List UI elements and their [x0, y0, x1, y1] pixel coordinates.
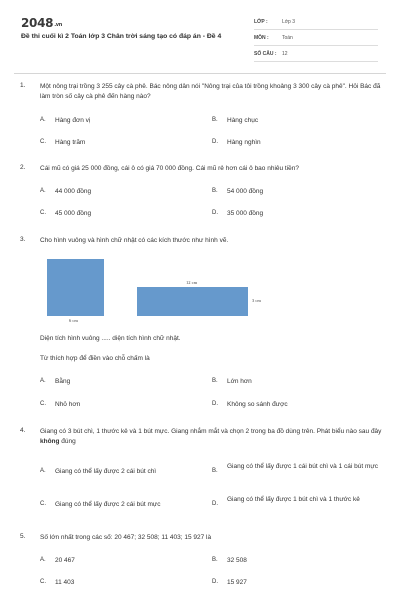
option-c[interactable]: C. Giang có thể lấy được 2 cái bút mực — [40, 501, 161, 508]
option-c[interactable]: C. 45 000 đồng — [40, 210, 92, 217]
meta-panel — [254, 16, 378, 64]
question-3-continued — [20, 334, 380, 414]
question-4 — [20, 427, 380, 527]
option-d[interactable]: D. Giang có thể lấy được 1 bút chì và 1 thước kẻ — [212, 496, 360, 507]
meta-question-count: SỐ CÂU : 12 — [254, 48, 378, 62]
question-number: 1. — [20, 82, 26, 89]
option-c[interactable]: C. Hàng trăm — [40, 139, 86, 146]
option-b[interactable]: B. Hàng chục — [212, 117, 259, 124]
document-title: Đề thi cuối kì 2 Toán lớp 3 Chân trời sáng tạo có đáp án - Đề 4 — [21, 33, 222, 40]
question-5 — [20, 533, 380, 595]
question-prompt: Từ thích hợp để điền vào chỗ chấm là — [40, 355, 150, 362]
rectangle-height-label: 3 cm — [252, 298, 261, 303]
rectangle-figure — [137, 287, 248, 316]
meta-subject: MÔN : Toán — [254, 32, 378, 46]
option-d[interactable]: D. Hàng nghìn — [212, 139, 261, 146]
option-d[interactable]: D. 35 000 đồng — [212, 210, 264, 217]
square-figure — [47, 259, 104, 316]
question-text: Số lớn nhất trong các số: 20 467; 32 508; 11 403; 15 927 là — [40, 534, 212, 541]
question-statement: Diện tích hình vuông ..... diện tích hình chữ nhật. — [40, 335, 181, 342]
option-a[interactable]: A. Hàng đơn vị — [40, 117, 91, 124]
emphasis-not: không — [40, 438, 60, 446]
document-header — [0, 0, 400, 70]
question-number: 2. — [20, 164, 26, 171]
option-a[interactable]: A. 20 467 — [40, 557, 75, 564]
option-b[interactable]: B. Lớn hơn — [212, 378, 252, 385]
site-logo[interactable]: 2048.vn — [21, 16, 63, 30]
option-b[interactable]: B. 54 000 đồng — [212, 188, 264, 195]
option-c[interactable]: C. Nhỏ hơn — [40, 401, 81, 408]
question-text: Một nông trại trồng 3 255 cây cà phê. Bác nông dân nói "Nông trại của tôi trồng khoảng 3 300 cây cà phê". Hỏi Bác đã làm tròn số cây cà phê đến hàng nào? — [40, 83, 381, 101]
question-number: 5. — [20, 533, 26, 540]
option-a[interactable]: A. 44 000 đồng — [40, 188, 92, 195]
header-divider — [14, 73, 386, 74]
option-b[interactable]: B. Giang có thể lấy được 1 cái bút chì và 1 cái bút mực — [212, 463, 378, 474]
option-a[interactable]: A. Bằng — [40, 378, 71, 385]
option-c[interactable]: C. 11 403 — [40, 579, 75, 586]
question-1 — [20, 82, 380, 162]
question-number: 3. — [20, 236, 26, 243]
question-text: Cái mũ có giá 25 000 đồng, cái ô có giá 70 000 đồng. Cái mũ rẻ hơn cái ô bao nhiêu tiền? — [40, 165, 300, 172]
question-text: Giang có 3 bút chì, 1 thước kẻ và 1 bút mực. Giang nhắm mắt và chọn 2 trong ba đồ dùng trên. Phát biểu nào sau đây không đúng — [40, 428, 382, 446]
meta-class: LỚP : Lớp 3 — [254, 16, 378, 30]
question-2 — [20, 164, 380, 224]
option-a[interactable]: A. Giang có thể lấy được 2 cái bút chì — [40, 468, 157, 475]
option-d[interactable]: D. Không so sánh được — [212, 401, 288, 408]
question-number: 4. — [20, 427, 26, 434]
square-side-label: 6 cm — [69, 318, 78, 323]
option-b[interactable]: B. 32 508 — [212, 557, 247, 564]
question-text: Cho hình vuông và hình chữ nhật có các kích thước như hình vẽ. — [40, 237, 229, 244]
rectangle-width-label: 12 cm — [186, 280, 198, 285]
option-d[interactable]: D. 15 927 — [212, 579, 247, 586]
